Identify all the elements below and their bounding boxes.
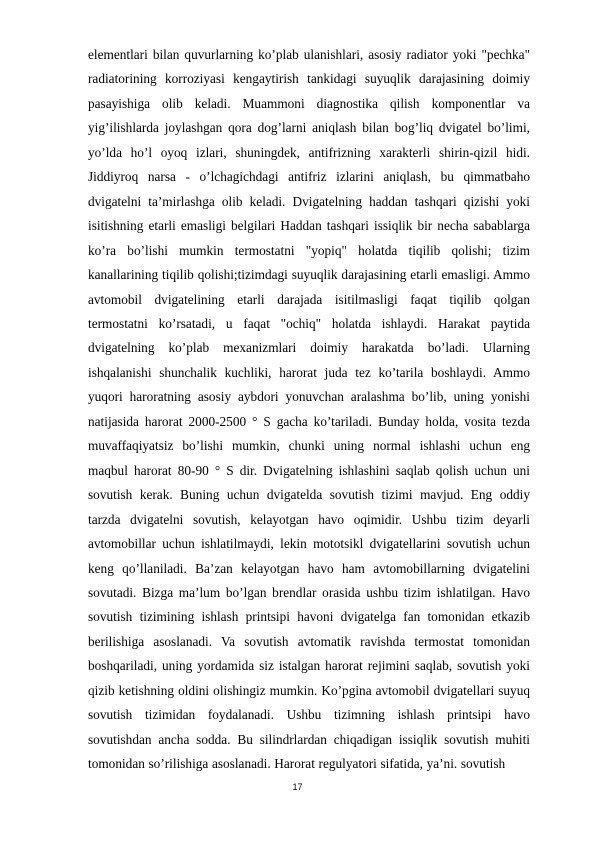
- page-number: 17: [292, 782, 303, 792]
- body-paragraph: elementlari bilan quvurlarning ko’plab ulanishlari, asosiy radiator yoki "pechka" radiatorining korroziyasi kengaytirish tankidagi suyuqlik darajasining doimiy pasayishiga olib keladi. Muammoni diagnostika qilish komponentlar va yig’ilishlarda joylashgan qora dog’larni aniqlash bilan bog’liq dvigatel bo’limi, yo’lda ho’l oyoq izlari, shuningdek, antifrizning xarakterli shirin-qizil hidi. Jiddiyroq narsa - o’lchagichdagi antifriz izlarini aniqlash, bu qimmatbaho dvigatelni ta’mirlashga olib keladi. Dvigatelning haddan tashqari qizishi yoki isitishning etarli emasligi belgilari Haddan tashqari issiqlik bir necha sabablarga ko’ra bo’lishi mumkin termostatni "yopiq" holatda tiqilib qolishi; tizim kanallarining tiqilib qolishi;tizimdagi suyuqlik darajasining etarli emasligi. Ammo avtomobil dvigatelining etarli darajada isitilmasligi faqat tiqilib qolgan termostatni ko’rsatadi, u faqat "ochiq" holatda ishlaydi. Harakat paytida dvigatelning ko’plab mexanizmlari doimiy harakatda bo’ladi. Ularning ishqalanishi shunchalik kuchliki, harorat juda tez ko’tarila boshlaydi. Ammo yuqori haroratning asosiy aybdori yonuvchan aralashma bo’lib, uning yonishi natijasida harorat 2000-2500 ° S gacha ko’tariladi. Bunday holda, vosita tezda muvaffaqiyatsiz bo’lishi mumkin, chunki uning normal ishlashi uchun eng maqbul harorat 80-90 ° S dir. Dvigatelning ishlashini saqlab qolish uchun uni sovutish kerak. Buning uchun dvigatelda sovutish tizimi mavjud. Eng oddiy tarzda dvigatelni sovutish, kelayotgan havo oqimidir. Ushbu tizim deyarli avtomobillar uchun ishlatilmaydi, lekin mototsikl dvigatellarini sovutish uchun keng qo’llaniladi. Ba’zan kelayotgan havo ham avtomobillarning dvigatelini sovutadi. Bizga ma’lum bo’lgan brendlar orasida ushbu tizim ishlatilgan. Havo sovutish tizimining ishlash printsipi havoni dvigatelga fan tomonidan etkazib berilishiga asoslanadi. Va sovutish avtomatik ravishda termostat tomonidan boshqariladi, uning yordamida siz istalgan harorat rejimini saqlab, sovutish yoki qizib ketishning oldini olishingiz mumkin. Ko’pgina avtomobil dvigatellari suyuq sovutish tizimidan foydalanadi. Ushbu tizimning ishlash printsipi havo sovutishdan ancha sodda. Bu silindrlardan chiqadigan issiqlik sovutish muhiti tomonidan so’rilishiga asoslanadi. Harorat regulyatori sifatida, ya’ni. sovutish: [88, 47, 530, 772]
